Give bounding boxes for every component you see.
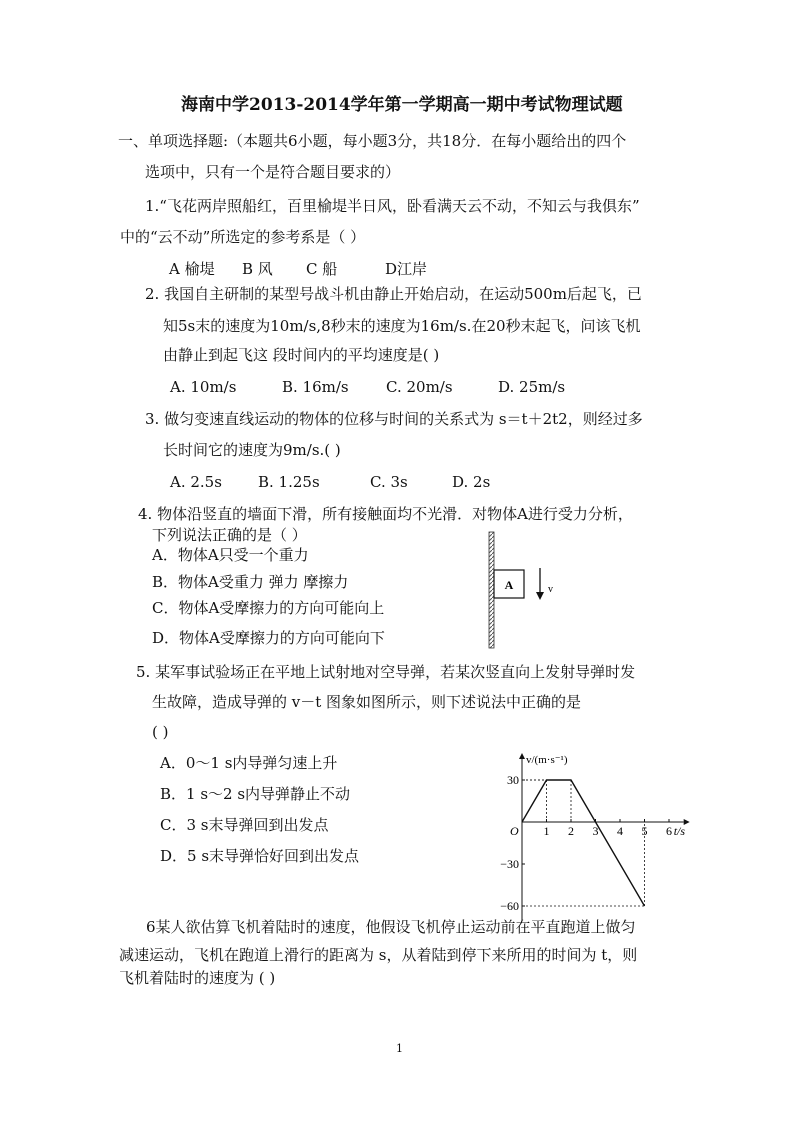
vt-chart [490, 752, 686, 913]
q2-line2: 知5s末的速度为10m/s,8秒末的速度为16m/s.在20秒末起飞，问该飞机 [163, 317, 641, 335]
q6-line2: 减速运动，飞机在跑道上滑行的距离为 s，从着陆到停下来所用的时间为 t，则 [119, 946, 638, 964]
q5-option-c: C．3 s末导弹回到出发点 [160, 816, 329, 834]
q1-line1: 1.“飞花两岸照船红，百里榆堤半日风，卧看满天云不动，不知云与我俱东” [145, 197, 640, 215]
y-tick-label-2: −60 [500, 899, 519, 913]
q1-line2: 中的“云不动”所选定的参考系是（ ） [120, 228, 366, 246]
y-tick-label-1: −30 [500, 857, 519, 871]
q5-line3: ( ) [152, 723, 169, 741]
q6-line1: 6某人欲估算飞机着陆时的速度，他假设飞机停止运动前在平直跑道上做匀 [146, 918, 636, 936]
q5-option-a: A．0～1 s内导弹匀速上升 [160, 754, 338, 772]
q3-option-a: A. 2.5s [170, 473, 222, 491]
section-heading-line1: 一、单项选择题:（本题共6小题，每小题3分，共18分．在每小题给出的四个 [118, 132, 627, 150]
section-heading-line2: 选项中，只有一个是符合题目要求的） [145, 163, 401, 181]
origin-label: O [510, 824, 519, 838]
q5-option-b: B．1 s～2 s内导弹静止不动 [160, 785, 351, 803]
q2-option-d: D. 25m/s [498, 378, 566, 396]
q2-line1: 2. 我国自主研制的某型号战斗机由静止开始启动，在运动500m后起飞，已 [145, 285, 642, 303]
q5-option-d: D．5 s末导弹恰好回到出发点 [160, 847, 360, 865]
x-tick-label-4: 4 [617, 824, 623, 838]
velocity-arrowhead [536, 592, 544, 600]
q3-option-b: B. 1.25s [258, 473, 320, 491]
q4-option-c: C．物体A受摩擦力的方向可能向上 [152, 599, 385, 617]
q4-option-d: D．物体A受摩擦力的方向可能向下 [152, 629, 385, 647]
q6-line3: 飞机着陆时的速度为 ( ) [119, 969, 276, 987]
y-axis-arrowhead [519, 753, 525, 759]
y-tick-label-0: 30 [507, 773, 519, 787]
q2-line3: 由静止到起飞这 段时间内的平均速度是( ) [163, 346, 440, 364]
q3-option-d: D. 2s [452, 473, 491, 491]
q1-option-d: D江岸 [385, 260, 428, 278]
q1-option-c: C 船 [306, 260, 338, 278]
q4-line1: 4. 物体沿竖直的墙面下滑，所有接触面均不光滑．对物体A进行受力分析， [138, 505, 633, 523]
q3-line1: 3. 做匀变速直线运动的物体的位移与时间的关系式为 s＝t＋2t2，则经过多 [145, 410, 643, 428]
y-axis-label: v/(m·s⁻¹) [526, 754, 568, 766]
q1-option-b: B 风 [242, 260, 273, 278]
q1-option-a: A 榆堤 [169, 260, 215, 278]
q3-option-c: C. 3s [370, 473, 408, 491]
q2-option-c: C. 20m/s [386, 378, 453, 396]
q4-option-a: A．物体A只受一个重力 [152, 546, 309, 564]
x-tick-label-6: 6 [666, 824, 672, 838]
series-line [522, 780, 645, 906]
q2-option-a: A. 10m/s [170, 378, 237, 396]
q4-line2: 下列说法正确的是（ ） [152, 526, 307, 544]
x-axis-label: t/s [673, 824, 686, 838]
block-a-label: A [504, 578, 514, 592]
x-tick-label-3: 3 [592, 824, 599, 838]
q4-option-b: B．物体A受重力 弹力 摩擦力 [152, 573, 349, 591]
velocity-label: v [548, 584, 553, 595]
wall-block-figure [484, 530, 564, 652]
wall [489, 532, 494, 648]
page-title: 海南中学2013-2014学年第一学期高一期中考试物理试题 [181, 95, 623, 115]
q3-line2: 长时间它的速度为9m/s.( ) [163, 441, 341, 459]
x-tick-label-5: 5 [641, 824, 648, 838]
x-tick-label-1: 1 [543, 824, 550, 838]
q5-line2: 生故障，造成导弹的 v－t 图象如图所示，则下述说法中正确的是 [152, 693, 582, 711]
x-tick-label-2: 2 [568, 824, 574, 838]
q5-line1: 5. 某军事试验场正在平地上试射地对空导弹，若某次竖直向上发射导弹时发 [136, 663, 636, 681]
page-number: 1 [396, 1042, 403, 1055]
q2-option-b: B. 16m/s [282, 378, 349, 396]
